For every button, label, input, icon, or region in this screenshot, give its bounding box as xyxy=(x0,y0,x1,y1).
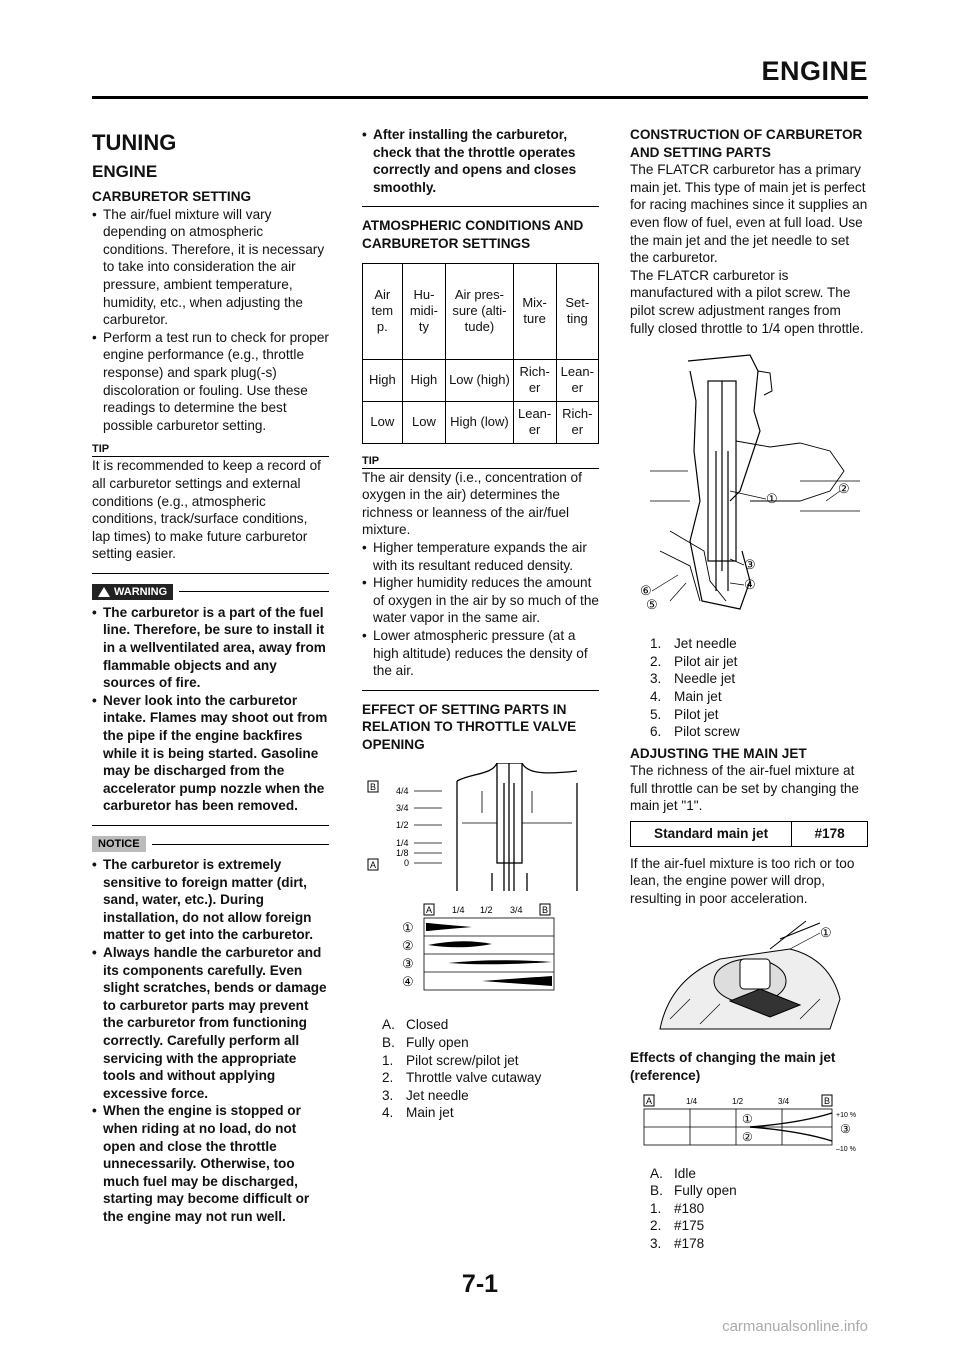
table-cell: Rich- er xyxy=(556,401,598,443)
list-item: • The carburetor is extremely sensitive to foreign matter (dirt, sand, water, etc.). During installation, do not allow foreign matter to get into the carburetor. xyxy=(92,856,329,944)
row-callout: ④ xyxy=(402,974,414,990)
page-number: 7-1 xyxy=(461,1270,499,1298)
minus-label: –10 % xyxy=(836,1145,856,1153)
table-header-cell: Mix- ture xyxy=(513,263,556,359)
carburetor-cross-section-figure xyxy=(630,351,868,631)
table-cell: High xyxy=(363,359,403,401)
row-callout: ① xyxy=(402,920,414,936)
column-1 xyxy=(92,126,329,1225)
warning-label: WARNING xyxy=(114,585,168,598)
level-label: 4/4 xyxy=(396,786,409,797)
callout-main-jet: ④ xyxy=(744,577,756,593)
table-cell: Rich- er xyxy=(513,359,556,401)
table-cell: High (low) xyxy=(446,401,513,443)
callout-pilot-jet: ⑤ xyxy=(646,597,658,613)
row-callout: ② xyxy=(402,938,414,954)
construction-paragraph: The FLATCR carburetor has a primary main jet. This type of main jet is perfect for racing machines since it supplies an even flow of fuel, even at full load. Use the main jet and the jet needle to set the carburetor. xyxy=(630,162,868,266)
table-header-cell: Hu- midi- ty xyxy=(402,263,446,359)
callout-pilot-air-jet: ② xyxy=(838,481,850,497)
list-item: A. Closed xyxy=(382,1017,449,1033)
list-item: 4. Main jet xyxy=(650,688,722,704)
tick-label: 1/4 xyxy=(452,905,465,916)
list-item: 3. Jet needle xyxy=(382,1087,469,1103)
tip-label: TIP xyxy=(362,454,599,469)
list-item: 6. Pilot screw xyxy=(650,724,740,740)
table-cell: High xyxy=(402,359,446,401)
table-header-row xyxy=(363,263,599,359)
carburetor-setting-list xyxy=(92,206,329,435)
bar-needle xyxy=(448,961,552,965)
divider xyxy=(152,844,329,845)
level-label: 1/8 xyxy=(396,848,409,859)
install-list xyxy=(362,126,599,196)
list-item: 5. Pilot jet xyxy=(650,706,719,722)
marker-b-label: B xyxy=(369,782,377,793)
warning-header xyxy=(92,584,329,600)
curve-180 xyxy=(750,1113,832,1127)
callout-180: ① xyxy=(742,1111,753,1126)
rich-lean-paragraph: If the air-fuel mixture is too rich or too lean, the engine power will drop, resulting in poor acceleration. xyxy=(630,855,855,906)
tick-label: 3/4 xyxy=(778,1096,790,1106)
effects-heading: Effects of changing the main jet (reference) xyxy=(630,1050,836,1084)
construction-paragraph: The FLATCR carburetor is manufactured with a pilot screw. The pilot screw adjustment ranges from fully closed throttle to 1/4 open throttle. xyxy=(630,267,864,336)
list-item: 2. Throttle valve cutaway xyxy=(382,1070,542,1086)
table-cell: Lean- er xyxy=(513,401,556,443)
standard-main-jet-table xyxy=(630,821,868,847)
warning-triangle-icon xyxy=(98,587,110,597)
level-label: 3/4 xyxy=(396,803,409,814)
table-cell: Lean- er xyxy=(556,359,598,401)
list-item: • Lower atmospheric pressure (at a high altitude) reduces the density of the air. xyxy=(362,627,599,680)
table-row xyxy=(363,401,599,443)
divider xyxy=(92,825,329,826)
carburetor-setting-heading: CARBURETOR SETTING xyxy=(92,189,252,204)
main-jet-paragraph: The richness of the air-fuel mixture at full throttle can be set by changing the main jet "1". xyxy=(630,763,859,814)
tip-label: TIP xyxy=(92,442,329,457)
callout-main-jet: ① xyxy=(820,925,832,941)
table-header-cell: Set- ting xyxy=(556,263,598,359)
list-item: • Perform a test run to check for proper engine performance (e.g., throttle response) and spark plug(-s) discoloration or fouling. Use these readings to determine the best possible carburetor setting. xyxy=(92,329,329,435)
header-rule xyxy=(92,96,868,99)
curve-175 xyxy=(750,1127,832,1141)
bar-pilot xyxy=(426,923,472,931)
list-item: 1. Jet needle xyxy=(650,636,737,652)
list-item: 2. #175 xyxy=(650,1218,705,1234)
list-item: • Higher temperature expands the air with its resultant reduced density. xyxy=(362,539,599,574)
list-item: 3. Needle jet xyxy=(650,671,736,687)
list-item: • Higher humidity reduces the amount of oxygen in the air by so much of the water vapor in the same air. xyxy=(362,574,599,627)
list-item: A. Idle xyxy=(650,1165,696,1181)
table-row xyxy=(631,822,868,847)
list-item: 3. #178 xyxy=(650,1236,705,1251)
tick-label: 1/2 xyxy=(732,1096,744,1106)
divider xyxy=(179,591,329,592)
row-callout: ③ xyxy=(402,956,414,972)
divider xyxy=(362,690,599,691)
list-item: • Always handle the carburetor and its components carefully. Even slight scratches, bends or damage to carburetor parts may prevent the carburetor from functioning correctly. Carefully perform all servicing with the appropriate tools and without applying excessive force. xyxy=(92,944,329,1102)
level-label: 1/4 xyxy=(396,838,409,849)
callout-pilot-screw: ⑥ xyxy=(640,583,652,599)
table-cell: Low (high) xyxy=(446,359,513,401)
subsection-title: ENGINE xyxy=(92,162,158,181)
warning-list xyxy=(92,604,329,815)
list-item: 1. #180 xyxy=(650,1200,705,1216)
atmospheric-heading: ATMOSPHERIC CONDITIONS AND CARBURETOR SETTINGS xyxy=(362,218,584,251)
tip-list xyxy=(362,539,599,680)
notice-header xyxy=(92,836,329,852)
list-item: 4. Main jet xyxy=(382,1105,454,1121)
list-item: B. Fully open xyxy=(650,1183,737,1199)
notice-label: NOTICE xyxy=(98,838,140,850)
table-cell: Standard main jet xyxy=(631,822,792,847)
bar-main-jet xyxy=(482,976,552,986)
level-label: 1/2 xyxy=(396,820,409,831)
level-label: 0 xyxy=(404,858,410,869)
column-2 xyxy=(362,126,599,1122)
tip-text: The air density (i.e., concentration of oxygen in the air) determines the richness or leanness of the air/fuel mixture. xyxy=(362,469,582,538)
effect-heading: EFFECT OF SETTING PARTS IN RELATION TO THROTTLE VALVE OPENING xyxy=(362,701,577,752)
main-jet-heading: ADJUSTING THE MAIN JET xyxy=(630,745,807,761)
table-cell: #178 xyxy=(792,822,868,847)
marker-b-label: B xyxy=(823,1095,831,1106)
column-3 xyxy=(630,126,868,1253)
table-row xyxy=(363,359,599,401)
tick-label: 3/4 xyxy=(510,905,523,916)
table-header-cell: Air tem p. xyxy=(363,263,403,359)
main-jet-effects-figure xyxy=(630,1093,868,1153)
table-cell: Low xyxy=(363,401,403,443)
tick-label: 1/2 xyxy=(480,905,493,916)
list-item: • The air/fuel mixture will vary depending on atmospheric conditions. Therefore, it is necessary to take into consideration the air pressure, ambient temperature, humidity, etc., when adjusting the carburetor. xyxy=(92,206,329,329)
atmospheric-table xyxy=(362,263,599,444)
warning-badge xyxy=(92,584,173,600)
list-item: • When the engine is stopped or when riding at no load, do not open and close the throttle unnecessarily. Otherwise, too much fuel may be discharged, starting may become difficult or the engine may not run well. xyxy=(92,1102,329,1225)
plus-label: +10 % xyxy=(836,1111,857,1119)
section-title: TUNING xyxy=(92,130,177,155)
marker-a-label: A xyxy=(369,860,377,871)
main-jet-figure xyxy=(630,919,868,1039)
parts-legend xyxy=(630,635,868,741)
callout-175: ② xyxy=(742,1129,753,1144)
list-item: B. Fully open xyxy=(382,1035,469,1051)
effects-legend xyxy=(630,1165,868,1253)
list-item: 1. Pilot screw/pilot jet xyxy=(382,1052,519,1068)
figure-legend xyxy=(362,1016,599,1122)
marker-a-label: A xyxy=(425,905,433,916)
chapter-title: ENGINE xyxy=(761,56,868,86)
marker-b-label: B xyxy=(541,905,549,916)
notice-list xyxy=(92,856,329,1225)
divider xyxy=(92,573,329,574)
tip-text: It is recommended to keep a record of all carburetor settings and external conditions (e.g., atmospheric conditions, track/surface conditions, lap times) to make future carburetor setting easier. xyxy=(92,458,321,562)
table-header-cell: Air pres- sure (alti- tude) xyxy=(446,263,513,359)
construction-heading: CONSTRUCTION OF CARBURETOR AND SETTING PARTS xyxy=(630,127,863,160)
table-cell: Low xyxy=(402,401,446,443)
list-item: 2. Pilot air jet xyxy=(650,653,738,669)
callout-jet-needle: ① xyxy=(766,491,778,507)
list-item: • After installing the carburetor, check that the throttle operates correctly and opens and closes smoothly. xyxy=(362,126,599,196)
list-item: • The carburetor is a part of the fuel line. Therefore, be sure to install it in a wellventilated area, away from flammable objects and any sources of fire. xyxy=(92,604,329,692)
tick-label: 1/4 xyxy=(686,1096,698,1106)
watermark: carmanualsonline.info xyxy=(722,1318,868,1335)
throttle-valve-figure xyxy=(362,763,599,898)
marker-a-label: A xyxy=(645,1095,653,1106)
notice-badge xyxy=(92,836,146,852)
carburetor-bore-drawing xyxy=(457,763,577,891)
callout-178: ③ xyxy=(840,1121,851,1136)
effect-chart-figure xyxy=(362,902,599,1002)
callout-needle-jet: ③ xyxy=(744,557,756,573)
bar-cutaway xyxy=(428,942,492,948)
divider xyxy=(362,206,599,207)
list-item: • Never look into the carburetor intake. Flames may shoot out from the pipe if the engine backfires while it is being started. Gasoline may be discharged from the accelerator pump nozzle when the carburetor has been removed. xyxy=(92,692,329,815)
